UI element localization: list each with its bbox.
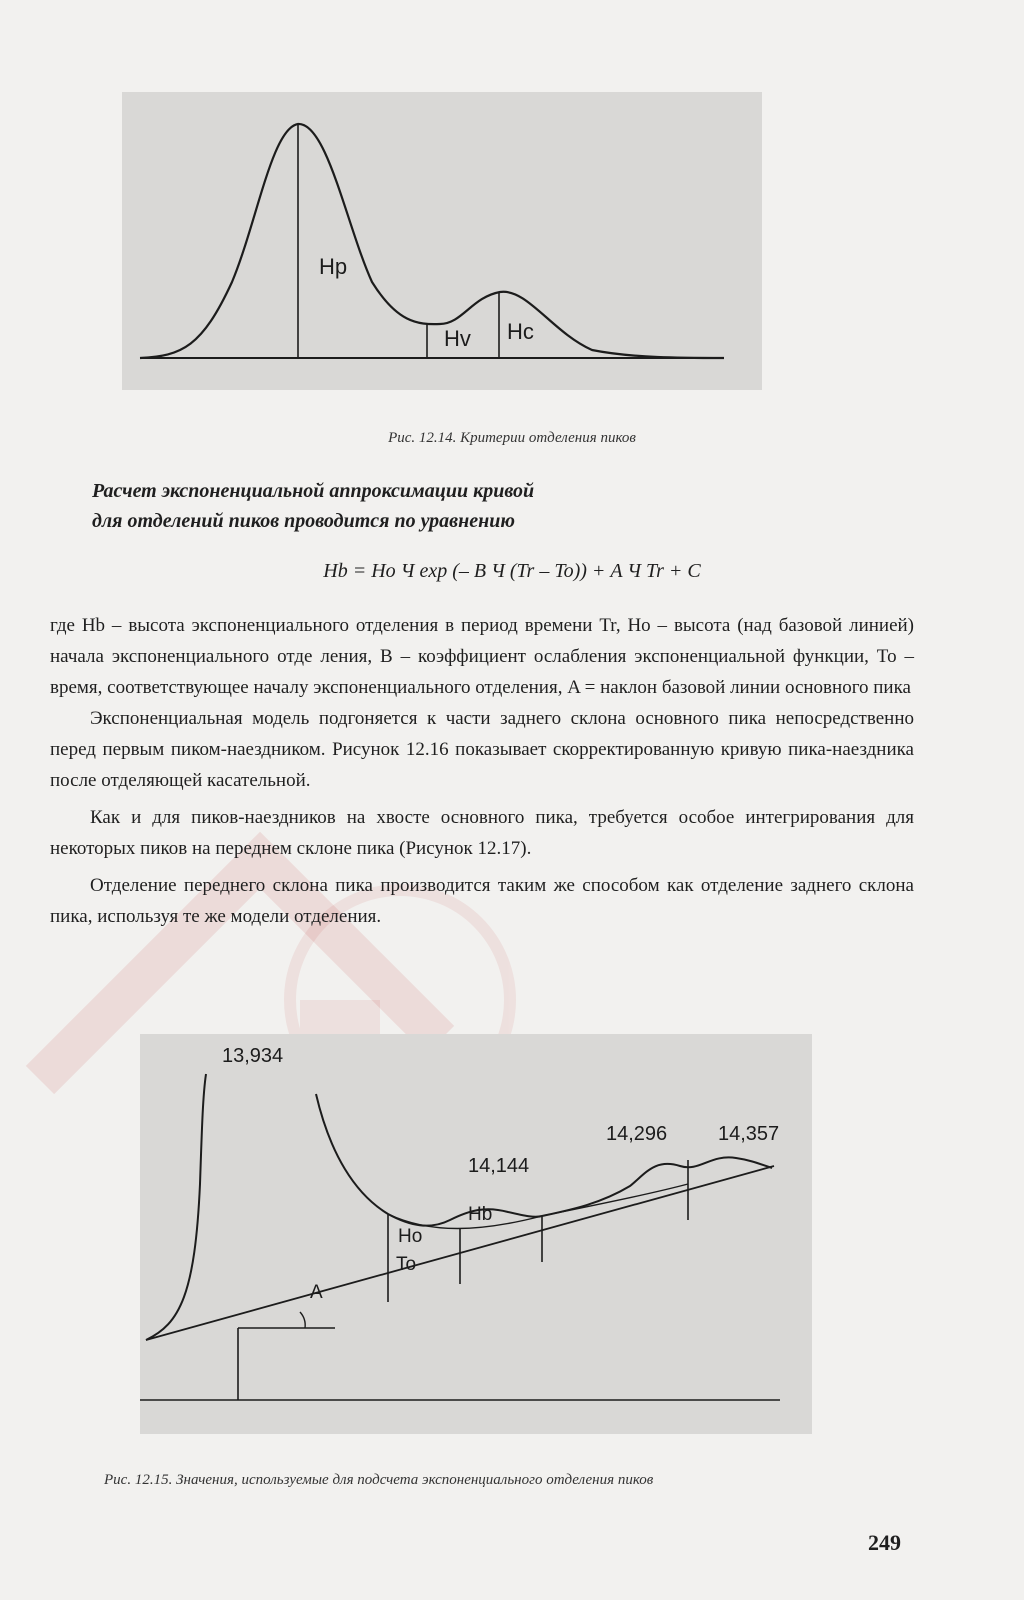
fig1-label-hv: Hv (444, 326, 471, 351)
heading-line-2: для отделений пиков проводится по уравнению (92, 510, 515, 532)
fig2-label-ho: Ho (398, 1226, 423, 1247)
figure-exponential-values (140, 1034, 812, 1434)
fig2-hb-curve (388, 1184, 688, 1229)
fig1-label-hp: Hp (319, 254, 348, 279)
figure1-caption: Рис. 12.14. Критерии отделения пиков (388, 430, 636, 446)
figure2-caption: Рис. 12.15. Значения, используемые для подсчета экспоненциального отделения пиков (104, 1472, 654, 1488)
fig2-main-peak-rise (146, 1074, 206, 1340)
exponential-values-diagram (140, 1034, 812, 1434)
figure-peak-separation (122, 92, 762, 390)
heading-line-1: Расчет экспоненциальной аппроксимации кривой (92, 480, 535, 502)
fig2-label-a: A (310, 1282, 323, 1303)
fig2-label-to: To (396, 1254, 417, 1275)
fig2-label-peak3: 14,296 (606, 1123, 668, 1145)
fig2-label-peak2: 14,144 (468, 1155, 530, 1177)
body-text (50, 610, 914, 932)
peak-separation-diagram (122, 92, 762, 390)
fig2-label-peak4: 14,357 (718, 1123, 780, 1145)
page-number: 249 (868, 1530, 901, 1555)
fig2-angle-arc (300, 1312, 305, 1328)
fig1-curve (140, 124, 724, 358)
fig2-tail-curve (316, 1094, 772, 1226)
fig1-label-hc: Hc (507, 319, 534, 344)
paragraph-3: Как и для пиков-наездников на хвосте основного пика, требуется особое интегрирования для некоторых пиков на переднем склоне пика (Рисунок 12.17). (50, 807, 914, 859)
paragraph-1: где Hb – высота экспоненциального отделения в период времени Tr, Ho – высота (над базовой линией) начала экспоненциального отде ления, B – коэффициент ослабления экспоненциальной функции, To – время, соответствующее началу экспоненциального отделения, A = наклон базовой линии основного пика (50, 615, 914, 698)
fig2-label-peak1: 13,934 (222, 1045, 284, 1067)
paragraph-2: Экспоненциальная модель подгоняется к части заднего склона основного пика непосредственно перед первым пиком-наездником. Рисунок 12.16 показывает скорректированную кривую пика-наездника после отделяющей касательной. (50, 708, 914, 791)
equation: Hb = Ho Ч exp (– B Ч (Tr – To)) + A Ч Tr + C (323, 560, 701, 582)
section-heading (92, 476, 732, 536)
paragraph-4: Отделение переднего склона пика производится таким же способом как отделение заднего склона пика, используя те же модели отделения. (50, 875, 914, 927)
fig2-label-hb: Hb (468, 1204, 493, 1225)
